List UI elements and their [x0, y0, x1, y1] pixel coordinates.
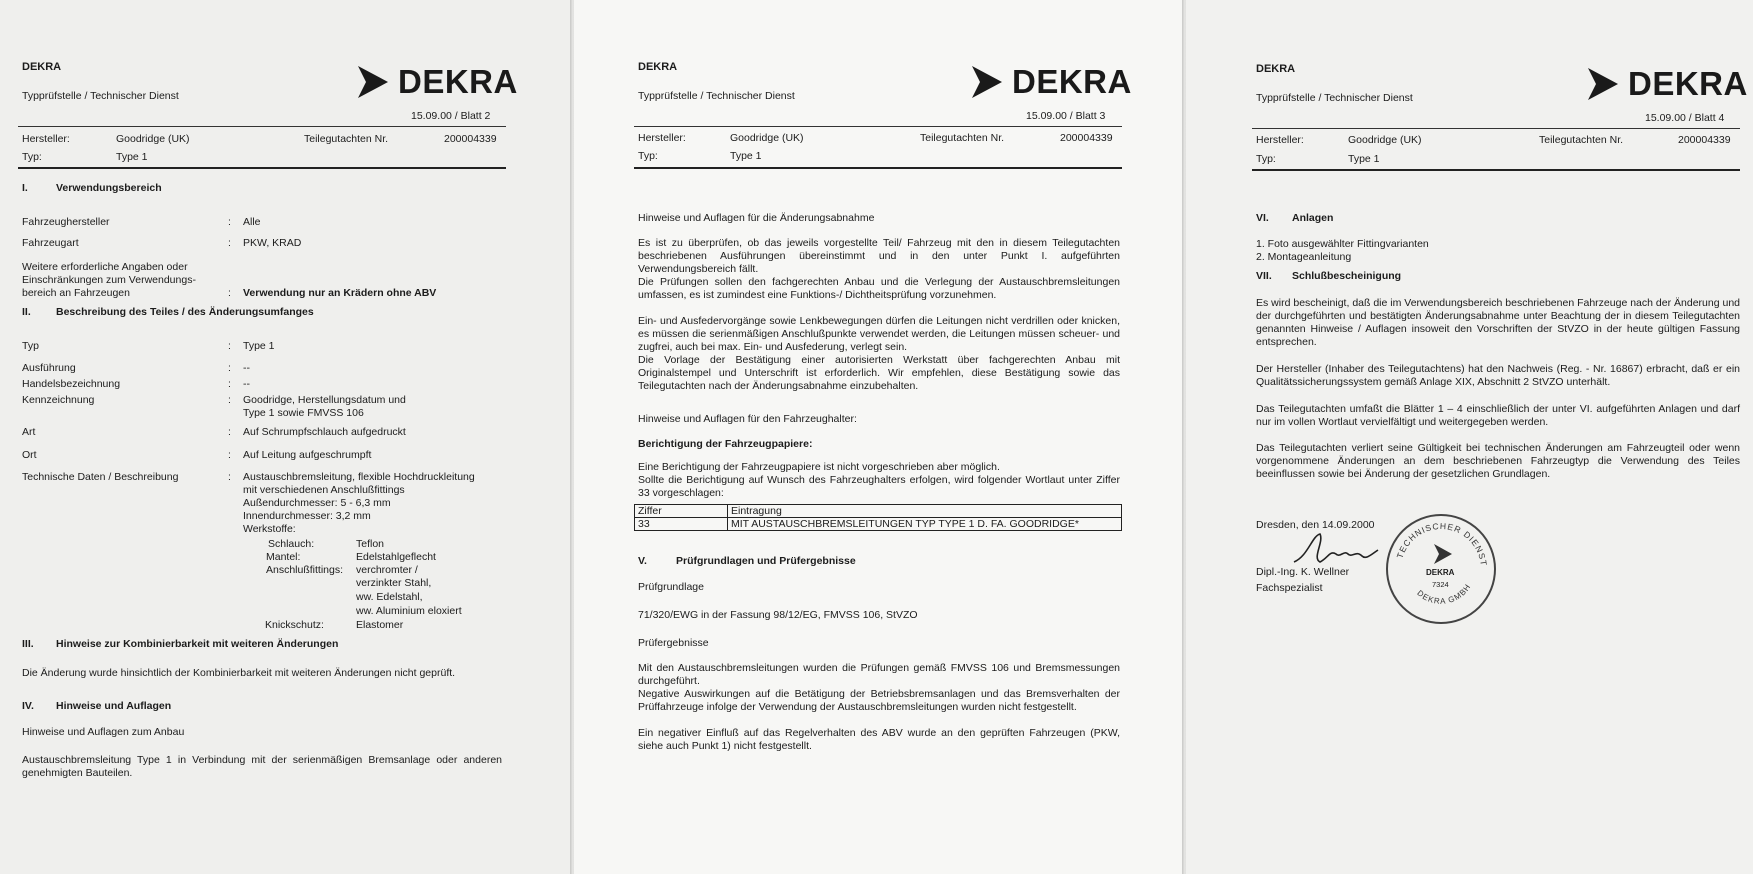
section-vi-num: VI.: [1256, 212, 1269, 224]
para-2: Die Prüfungen sollen den fachgerechten Anbau und die Verlegung der Austauschbremsleitungen umfassen, es ist zumindest eine Funktions-/ Dichtheitsprüfung vorzunehmen.: [638, 276, 1120, 301]
colon: :: [228, 449, 231, 461]
dekra-arrow-icon: [966, 62, 1006, 102]
section-v-num: V.: [638, 555, 647, 567]
colon: :: [228, 378, 231, 390]
type-value: Type 1: [1348, 153, 1380, 165]
material-value: ww. Aluminium eloxiert: [356, 605, 462, 617]
field-value: mit verschiedenen Anschlußfittings: [243, 484, 405, 496]
material-label: Schlauch:: [268, 538, 315, 550]
field-label: Fahrzeughersteller: [22, 216, 110, 228]
field-value: --: [243, 362, 250, 374]
date-sheet: 15.09.00 / Blatt 4: [1645, 112, 1725, 124]
dekra-arrow-icon: [352, 62, 392, 102]
field-value: Austauschbremsleitung, flexible Hochdruckleitung: [243, 471, 475, 483]
material-label: Mantel:: [266, 551, 301, 563]
field-label: bereich an Fahrzeugen: [22, 287, 130, 299]
stamp-ring-label: TECHNISCHER DIENST: [1394, 520, 1489, 567]
attachment-1: 1. Foto ausgewählter Fittingvarianten: [1256, 238, 1429, 250]
section-vi-title: Anlagen: [1292, 212, 1334, 224]
result-1: Mit den Austauschbremsleitungen wurden die Prüfungen gemäß FMVSS 106 und Bremsmessungen durchgeführt.: [638, 662, 1120, 687]
field-value: Goodridge, Herstellungsdatum und: [243, 394, 406, 406]
field-value: Alle: [243, 216, 261, 228]
sub-pruefergebnisse: Prüfergebnisse: [638, 637, 709, 649]
section-v-title: Prüfgrundlagen und Prüfergebnisse: [676, 555, 856, 567]
material-label: Knickschutz:: [265, 619, 324, 631]
report-label: Teilegutachten Nr.: [1539, 134, 1624, 146]
section-iv-num: IV.: [22, 700, 34, 712]
closing-para-1: Es wird bescheinigt, daß die im Verwendungsbereich beschriebenen Fahrzeuge nach der Änderung und der durchgeführten und bestätigten Änderungsabnahme unter Beachtung der in diesem Teilegutachten genannten Hinweise / Auflagen insoweit den Vorschriften der StVZO in der heute gültigen Fassung entsprechen.: [1256, 297, 1740, 348]
field-value: Verwendung nur an Krädern ohne ABV: [243, 287, 437, 299]
manufacturer-value: Goodridge (UK): [116, 133, 190, 145]
table-cell-number: 33: [635, 518, 728, 531]
heading-halter: Hinweise und Auflagen für den Fahrzeughalter:: [638, 413, 857, 425]
material-value: verzinkter Stahl,: [356, 577, 432, 589]
material-value: Edelstahlgeflecht: [356, 551, 436, 563]
result-3: Ein negativer Einfluß auf das Regelverhalten des ABV wurde an den geprüften Fahrzeugen (PKW, siehe auch Punkt 1) nicht festgestellt.: [638, 727, 1120, 752]
section-iv-title: Hinweise und Auflagen: [56, 700, 172, 712]
attachment-2: 2. Montageanleitung: [1256, 251, 1352, 263]
sheet-blatt-3: [574, 0, 1184, 874]
type-label: Typ:: [22, 151, 42, 163]
colon: :: [228, 426, 231, 438]
field-value: Auf Leitung aufgeschrumpft: [243, 449, 372, 461]
stamp-bottom-label: DEKRA GMBH: [1415, 582, 1473, 606]
type-value: Type 1: [116, 151, 148, 163]
para-1: Es ist zu überprüfen, ob das jeweils vorgestellte Teil/ Fahrzeug mit den in diesem Teilegutachten beschriebenen Ausführungen übereinstimmt und in den unter Punkt I. aufgeführten Verwendungsbereich fällt.: [638, 237, 1120, 275]
field-value: Werkstoffe:: [243, 523, 296, 535]
field-label: Ort: [22, 449, 37, 461]
para-6: Sollte die Berichtigung auf Wunsch des Fahrzeughalters erfolgen, wird folgender Wortlaut unter Ziffer 33 vorgeschlagen:: [638, 474, 1120, 499]
manufacturer-label: Hersteller:: [638, 132, 686, 144]
dekra-logo: [1582, 64, 1748, 104]
colon: :: [228, 287, 231, 299]
material-value: verchromter /: [356, 564, 418, 576]
date-sheet: 15.09.00 / Blatt 3: [1026, 110, 1106, 122]
signer-role: Fachspezialist: [1256, 582, 1323, 594]
colon: :: [228, 394, 231, 406]
svg-text:TECHNISCHER DIENST: [1395, 521, 1489, 567]
field-value: Innendurchmesser: 3,2 mm: [243, 510, 371, 522]
header-dekra: DEKRA: [638, 61, 678, 73]
section-iii-title: Hinweise zur Kombinierbarkeit mit weiteren Änderungen: [56, 638, 339, 650]
logo-text: DEKRA: [1628, 65, 1748, 102]
field-label: Typ: [22, 340, 39, 352]
section-iv-text: Austauschbremsleitung Type 1 in Verbindung mit der serienmäßigen Bremsanlage oder anderen genehmigten Bauteilen.: [22, 754, 502, 779]
section-i-num: I.: [22, 182, 28, 194]
field-label: Kennzeichnung: [22, 394, 95, 406]
header-dept: Typprüfstelle / Technischer Dienst: [1256, 92, 1413, 104]
header-dept: Typprüfstelle / Technischer Dienst: [638, 90, 795, 102]
field-value: Type 1 sowie FMVSS 106: [243, 407, 364, 419]
field-label: Technische Daten / Beschreibung: [22, 471, 179, 483]
sheet-blatt-2: [0, 0, 572, 874]
closing-para-3: Das Teilegutachten umfaßt die Blätter 1 – 4 einschließlich der unter VI. aufgeführten Anlagen und darf nur im vollen Wortlaut vervielfältigt und weitergegeben werden.: [1256, 403, 1740, 428]
material-value: ww. Edelstahl,: [356, 591, 423, 603]
type-label: Typ:: [638, 150, 658, 162]
field-value: Außendurchmesser: 5 - 6,3 mm: [243, 497, 391, 509]
field-label: Art: [22, 426, 36, 438]
report-label: Teilegutachten Nr.: [920, 132, 1005, 144]
section-ii-title: Beschreibung des Teiles / des Änderungsumfanges: [56, 306, 314, 318]
date-sheet: 15.09.00 / Blatt 2: [411, 110, 491, 122]
sheet-blatt-4: [1186, 0, 1753, 874]
section-iv-sub: Hinweise und Auflagen zum Anbau: [22, 726, 185, 738]
table-header-ziffer: Ziffer: [635, 505, 728, 518]
header-dekra: DEKRA: [1256, 63, 1296, 75]
heading-abnahme: Hinweise und Auflagen für die Änderungsabnahme: [638, 212, 875, 224]
stamp-center: DEKRA: [1426, 568, 1455, 577]
colon: :: [228, 362, 231, 374]
manufacturer-value: Goodridge (UK): [730, 132, 804, 144]
report-number: 200004339: [444, 133, 497, 145]
manufacturer-value: Goodridge (UK): [1348, 134, 1422, 146]
colon: :: [228, 237, 231, 249]
section-vii-num: VII.: [1256, 270, 1272, 282]
dekra-logo: [352, 62, 518, 102]
field-label: Ausführung: [22, 362, 76, 374]
table-cell-entry: MIT AUSTAUSCHBREMSLEITUNGEN TYP TYPE 1 D. FA. GOODRIDGE*: [728, 518, 1122, 531]
material-label: Anschlußfittings:: [266, 564, 344, 576]
heading-berichtigung: Berichtigung der Fahrzeugpapiere:: [638, 438, 813, 450]
material-value: Elastomer: [356, 619, 404, 631]
field-value: --: [243, 378, 250, 390]
result-2: Negative Auswirkungen auf die Betätigung der Betriebsbremsanlagen und das Bremsverhalten der Prüffahrzeuge infolge der Verwendung der Austauschbremsleitungen wurden nicht festgestellt.: [638, 688, 1120, 713]
dekra-logo: [966, 62, 1132, 102]
material-value: Teflon: [356, 538, 385, 550]
colon: :: [228, 471, 231, 483]
header-dept: Typprüfstelle / Technischer Dienst: [22, 90, 179, 102]
closing-para-2: Der Hersteller (Inhaber des Teilegutachtens) hat den Nachweis (Reg. - Nr. 16867) erbracht, daß er ein Qualitätssicherungssystem gemäß Anlage XIX, Abschnitt 2 StVZO unterhält.: [1256, 363, 1740, 388]
field-label: Handelsbezeichnung: [22, 378, 121, 390]
sub-pruefgrundlage: Prüfgrundlage: [638, 581, 704, 593]
colon: :: [228, 216, 231, 228]
para-3: Ein- und Ausfedervorgänge sowie Lenkbewegungen dürfen die Leitungen nicht verdrillen oder knicken, es müssen die serienmäßigen Anschlußpunkte verwendet werden, die Leitungen müssen scheuer- und zugfrei, auch bei max. Ein- und Ausfederung, verlegt sein.: [638, 315, 1120, 353]
field-value: PKW, KRAD: [243, 237, 302, 249]
logo-text: DEKRA: [398, 63, 518, 100]
place-date: Dresden, den 14.09.2000: [1256, 519, 1375, 531]
field-value: Type 1: [243, 340, 275, 352]
type-value: Type 1: [730, 150, 762, 162]
section-ii-num: II.: [22, 306, 31, 318]
field-label: Weitere erforderliche Angaben oder: [22, 261, 188, 273]
report-label: Teilegutachten Nr.: [304, 133, 389, 145]
para-4: Die Vorlage der Bestätigung einer autorisierten Werkstatt über fachgerechten Anbau mit Originalstempel und Unterschrift ist erforderlich. Wir empfehlen, diese Bestätigung sowie das Teilegutachten nach der Änderungsabnahme einzubehalten.: [638, 354, 1120, 392]
basis-text: 71/320/EWG in der Fassung 98/12/EG, FMVSS 106, StVZO: [638, 609, 918, 621]
field-label: Fahrzeugart: [22, 237, 79, 249]
signature-icon: [1290, 528, 1386, 568]
table-header-eintragung: Eintragung: [728, 505, 1122, 518]
closing-para-4: Das Teilegutachten verliert seine Gültigkeit bei technischen Änderungen am Fahrzeugteil oder wenn vorgenommene Änderungen an dem beschriebenen Fahrzeugtyp die Verwendung des Teiles beeinflussen sowie bei Änderung der gesetzlichen Grundlagen.: [1256, 442, 1740, 480]
section-vii-title: Schlußbescheinigung: [1292, 270, 1402, 282]
official-stamp-icon: [1386, 514, 1496, 624]
section-i-title: Verwendungsbereich: [56, 182, 162, 194]
report-number: 200004339: [1060, 132, 1113, 144]
field-value: Auf Schrumpfschlauch aufgedruckt: [243, 426, 406, 438]
manufacturer-label: Hersteller:: [1256, 134, 1304, 146]
registration-table: [634, 504, 1122, 531]
section-iii-text: Die Änderung wurde hinsichtlich der Kombinierbarkeit mit weiteren Änderungen nicht geprüft.: [22, 667, 456, 679]
para-5: Eine Berichtigung der Fahrzeugpapiere ist nicht vorgeschrieben aber möglich.: [638, 461, 1000, 473]
field-label: Einschränkungen zum Verwendungs-: [22, 274, 196, 286]
logo-text: DEKRA: [1012, 63, 1132, 100]
dekra-arrow-icon: [1582, 64, 1622, 104]
type-label: Typ:: [1256, 153, 1276, 165]
report-number: 200004339: [1678, 134, 1731, 146]
section-iii-num: III.: [22, 638, 34, 650]
signer-name: Dipl.-Ing. K. Wellner: [1256, 566, 1350, 578]
stamp-number: 7324: [1432, 580, 1449, 589]
colon: :: [228, 340, 231, 352]
header-dekra: DEKRA: [22, 61, 62, 73]
manufacturer-label: Hersteller:: [22, 133, 70, 145]
